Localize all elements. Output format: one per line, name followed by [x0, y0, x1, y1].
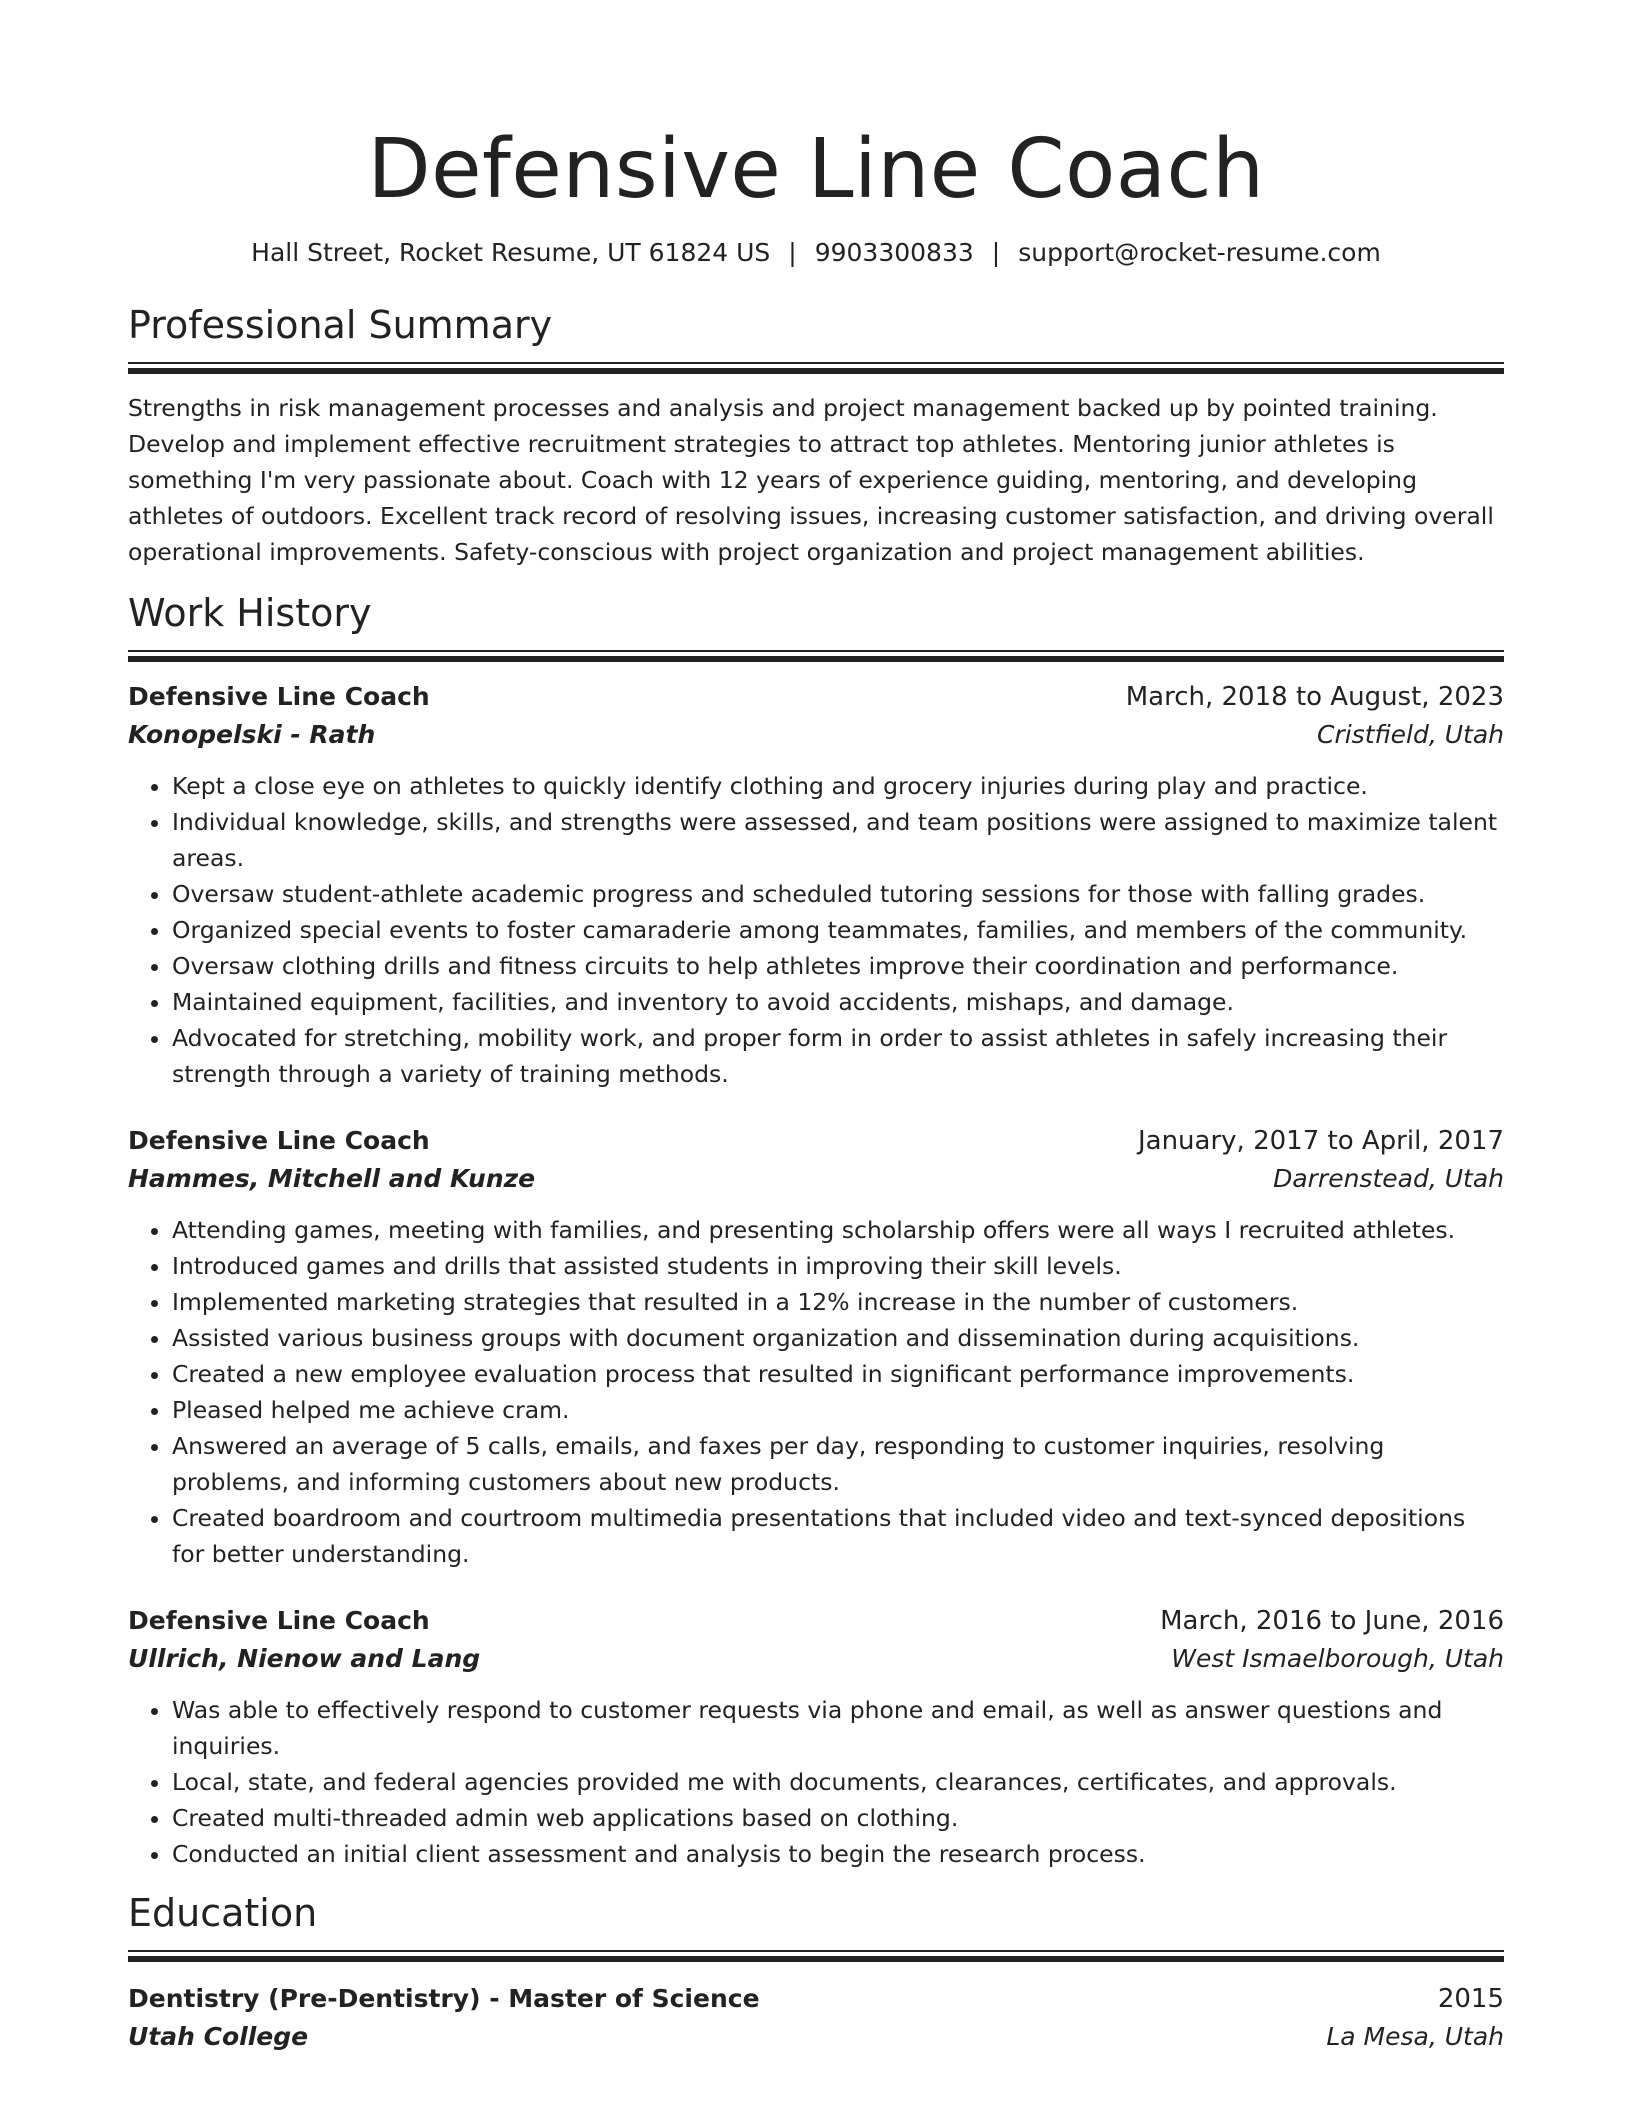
job-bullet: • Individual knowledge, skills, and strengths were assessed, and team positions were assigned to maximize talent areas.	[172, 804, 1504, 876]
education-section	[128, 1888, 1504, 2056]
resume-name: Defensive Line Coach	[367, 122, 1265, 217]
work-history-heading: Work History	[128, 591, 372, 635]
job-location: Darrenstead, Utah	[1273, 1164, 1504, 1193]
summary-section	[128, 300, 1504, 570]
job-entry	[128, 678, 1504, 1092]
job-company-row	[128, 1160, 1504, 1198]
job-bullet-list	[128, 1212, 1504, 1572]
job-bullet: • Created boardroom and courtroom multimedia presentations that included video and text-synced depositions for better understanding.	[172, 1500, 1504, 1572]
job-bullet: • Conducted an initial client assessment and analysis to begin the research process.	[172, 1836, 1504, 1872]
summary-text: Strengths in risk management processes and analysis and project management backed up by pointed training. Develop and implement effective recruitment strategies to attract top athletes. Mentoring junior athletes is something I'm very passionate about. Coach with 12 years of experience guiding, mentoring, and developing athletes of outdoors. Excellent track record of resolving issues, increasing customer satisfaction, and driving overall operational improvements. Safety-conscious with project organization and project management abilities.	[128, 394, 1494, 566]
education-degree: Dentistry (Pre-Dentistry) - Master of Science	[128, 1984, 760, 2013]
job-dates: January, 2017 to April, 2017	[1137, 1126, 1504, 1156]
job-bullet: • Advocated for stretching, mobility work, and proper form in order to assist athletes in safely increasing their strength through a variety of training methods.	[172, 1020, 1504, 1092]
contact-address: Hall Street, Rocket Resume, UT 61824 US	[251, 238, 771, 267]
job-bullet: • Was able to effectively respond to customer requests via phone and email, as well as answer questions and inquiries.	[172, 1692, 1504, 1764]
job-title: Defensive Line Coach	[128, 1126, 430, 1155]
job-bullet: • Pleased helped me achieve cram.	[172, 1392, 1504, 1428]
education-location: La Mesa, Utah	[1326, 2022, 1504, 2051]
contact-separator: |	[991, 238, 1001, 267]
job-bullet: • Local, state, and federal agencies provided me with documents, clearances, certificates, and approvals.	[172, 1764, 1504, 1800]
job-bullet: • Assisted various business groups with document organization and dissemination during acquisitions.	[172, 1320, 1504, 1356]
job-dates: March, 2018 to August, 2023	[1125, 682, 1504, 712]
job-bullet: • Introduced games and drills that assisted students in improving their skill levels.	[172, 1248, 1504, 1284]
job-company: Konopelski - Rath	[128, 720, 376, 749]
job-title: Defensive Line Coach	[128, 1606, 430, 1635]
job-bullet: • Oversaw student-athlete academic progress and scheduled tutoring sessions for those with falling grades.	[172, 876, 1504, 912]
job-company: Ullrich, Nienow and Lang	[128, 1644, 481, 1673]
job-bullet: • Oversaw clothing drills and fitness circuits to help athletes improve their coordination and performance.	[172, 948, 1504, 984]
education-entry	[128, 1980, 1504, 2056]
education-header-row	[128, 1980, 1504, 2018]
job-bullet-list	[128, 1692, 1504, 1872]
job-bullet: • Implemented marketing strategies that resulted in a 12% increase in the number of customers.	[172, 1284, 1504, 1320]
job-bullet: • Kept a close eye on athletes to quickly identify clothing and grocery injuries during play and practice.	[172, 768, 1504, 804]
contact-email: support@rocket-resume.com	[1018, 238, 1381, 267]
education-year: 2015	[1437, 1984, 1504, 2014]
job-entry	[128, 1602, 1504, 1872]
job-entry	[128, 1122, 1504, 1572]
job-dates: March, 2016 to June, 2016	[1160, 1606, 1504, 1636]
job-bullet: • Maintained equipment, facilities, and inventory to avoid accidents, mishaps, and damage.	[172, 984, 1504, 1020]
education-school-row	[128, 2018, 1504, 2056]
section-divider	[128, 362, 1504, 374]
job-bullet: • Created a new employee evaluation process that resulted in significant performance improvements.	[172, 1356, 1504, 1392]
job-company: Hammes, Mitchell and Kunze	[128, 1164, 536, 1193]
section-divider	[128, 1950, 1504, 1962]
job-bullet: • Created multi-threaded admin web applications based on clothing.	[172, 1800, 1504, 1836]
summary-heading: Professional Summary	[128, 303, 553, 347]
contact-line	[128, 236, 1504, 270]
job-header-row	[128, 1602, 1504, 1640]
job-header-row	[128, 1122, 1504, 1160]
job-bullet: • Answered an average of 5 calls, emails, and faxes per day, responding to customer inquiries, resolving problems, and informing customers about new products.	[172, 1428, 1504, 1500]
job-location: Cristfield, Utah	[1316, 720, 1504, 749]
contact-separator: |	[788, 238, 797, 267]
section-divider	[128, 650, 1504, 662]
job-bullet: • Organized special events to foster camaraderie among teammates, families, and members of the community.	[172, 912, 1504, 948]
education-heading: Education	[128, 1891, 318, 1935]
job-location: West Ismaelborough, Utah	[1171, 1644, 1504, 1673]
job-bullet-list	[128, 768, 1504, 1092]
job-title: Defensive Line Coach	[128, 682, 430, 711]
education-school: Utah College	[128, 2022, 309, 2051]
contact-phone: 9903300833	[814, 238, 974, 267]
job-company-row	[128, 716, 1504, 754]
job-bullet: • Attending games, meeting with families, and presenting scholarship offers were all ways I recruited athletes.	[172, 1212, 1504, 1248]
work-history-section	[128, 588, 1504, 1872]
job-company-row	[128, 1640, 1504, 1678]
job-header-row	[128, 678, 1504, 716]
